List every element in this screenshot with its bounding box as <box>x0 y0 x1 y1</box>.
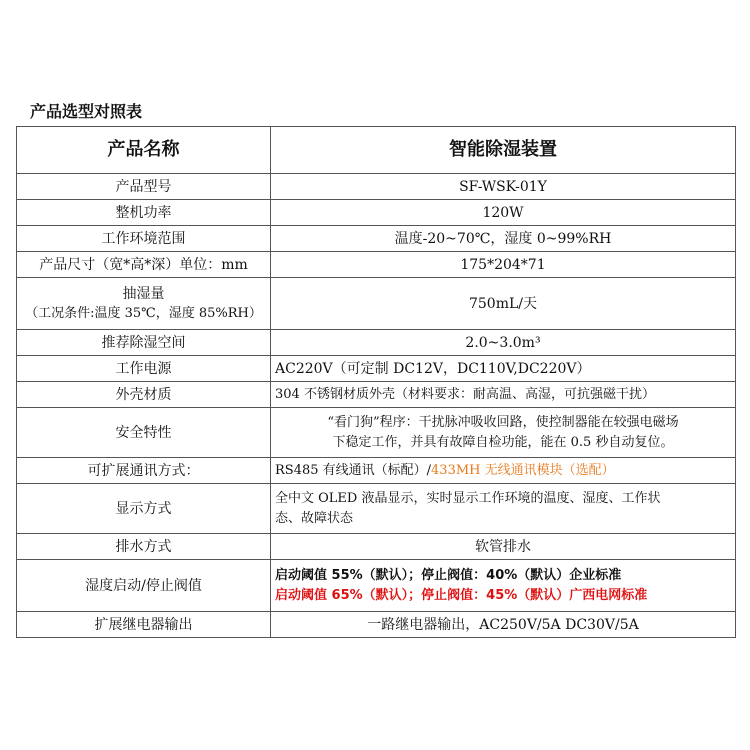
row-label-line: 抽湿量 <box>122 285 165 302</box>
row-label: 工作电源 <box>17 356 271 382</box>
row-value-line: “看门狗”程序：干扰脉冲吸收回路，使控制器能在较强电磁场 <box>327 414 679 430</box>
table-row <box>17 408 736 458</box>
table-row <box>17 534 736 560</box>
row-label: 可扩展通讯方式： <box>17 458 271 484</box>
row-value: 温度-20~70℃，湿度 0~99%RH <box>271 226 736 252</box>
row-value: 软管排水 <box>271 534 736 560</box>
row-label <box>17 278 271 330</box>
row-label: 显示方式 <box>17 484 271 534</box>
row-value <box>271 408 736 458</box>
header-product-title: 智能除湿装置 <box>271 127 736 174</box>
row-label: 外壳材质 <box>17 382 271 408</box>
table-row <box>17 252 736 278</box>
row-value: 120W <box>271 200 736 226</box>
table-row <box>17 484 736 534</box>
header-product-name: 产品名称 <box>17 127 271 174</box>
row-label: 工作环境范围 <box>17 226 271 252</box>
row-value: 304 不锈钢材质外壳（材料要求：耐高温、高湿，可抗强磁干扰） <box>271 382 736 408</box>
table-row <box>17 612 736 638</box>
row-label: 推荐除湿空间 <box>17 330 271 356</box>
comm-wired: RS485 有线通讯（标配）/ <box>275 462 432 478</box>
table-header-row <box>17 127 736 174</box>
row-label: 排水方式 <box>17 534 271 560</box>
table-row <box>17 174 736 200</box>
table-row <box>17 458 736 484</box>
row-label: 扩展继电器输出 <box>17 612 271 638</box>
table-caption: 产品选型对照表 <box>30 102 143 121</box>
row-value-line: 下稳定工作，并具有故障自检功能，能在 0.5 秒自动复位。 <box>332 434 674 450</box>
row-value <box>271 458 736 484</box>
threshold-enterprise-standard: 启动阈值 55%（默认）；停止阀值：40%（默认）企业标准 <box>275 567 622 583</box>
row-value-line: 态、故障状态 <box>275 510 354 526</box>
row-label: 整机功率 <box>17 200 271 226</box>
row-value: AC220V（可定制 DC12V，DC110V,DC220V） <box>271 356 736 382</box>
row-value: 2.0~3.0m³ <box>271 330 736 356</box>
product-spec-table <box>16 126 736 638</box>
row-label: 安全特性 <box>17 408 271 458</box>
table-row <box>17 330 736 356</box>
row-value: 一路继电器输出，AC250V/5A DC30V/5A <box>271 612 736 638</box>
table-row <box>17 226 736 252</box>
row-label: 产品尺寸（宽*高*深）单位：mm <box>17 252 271 278</box>
comm-wireless-optional: 433MH 无线通讯模块（选配） <box>431 462 615 478</box>
table-row <box>17 382 736 408</box>
row-label: 产品型号 <box>17 174 271 200</box>
table-row <box>17 200 736 226</box>
threshold-grid-standard: 启动阈值 65%（默认）；停止阀值：45%（默认）广西电网标准 <box>275 587 648 603</box>
row-value <box>271 484 736 534</box>
row-value-line: 全中文 OLED 液晶显示，实时显示工作环境的温度、湿度、工作状 <box>275 490 661 506</box>
table-row <box>17 356 736 382</box>
row-value: 175*204*71 <box>271 252 736 278</box>
row-label-condition: （工况条件:温度 35℃，湿度 85%RH） <box>25 305 262 321</box>
row-value <box>271 560 736 612</box>
row-value: 750mL/天 <box>271 278 736 330</box>
table-row <box>17 278 736 330</box>
row-label: 湿度启动/停止阀值 <box>17 560 271 612</box>
table-row <box>17 560 736 612</box>
row-value: SF-WSK-01Y <box>271 174 736 200</box>
